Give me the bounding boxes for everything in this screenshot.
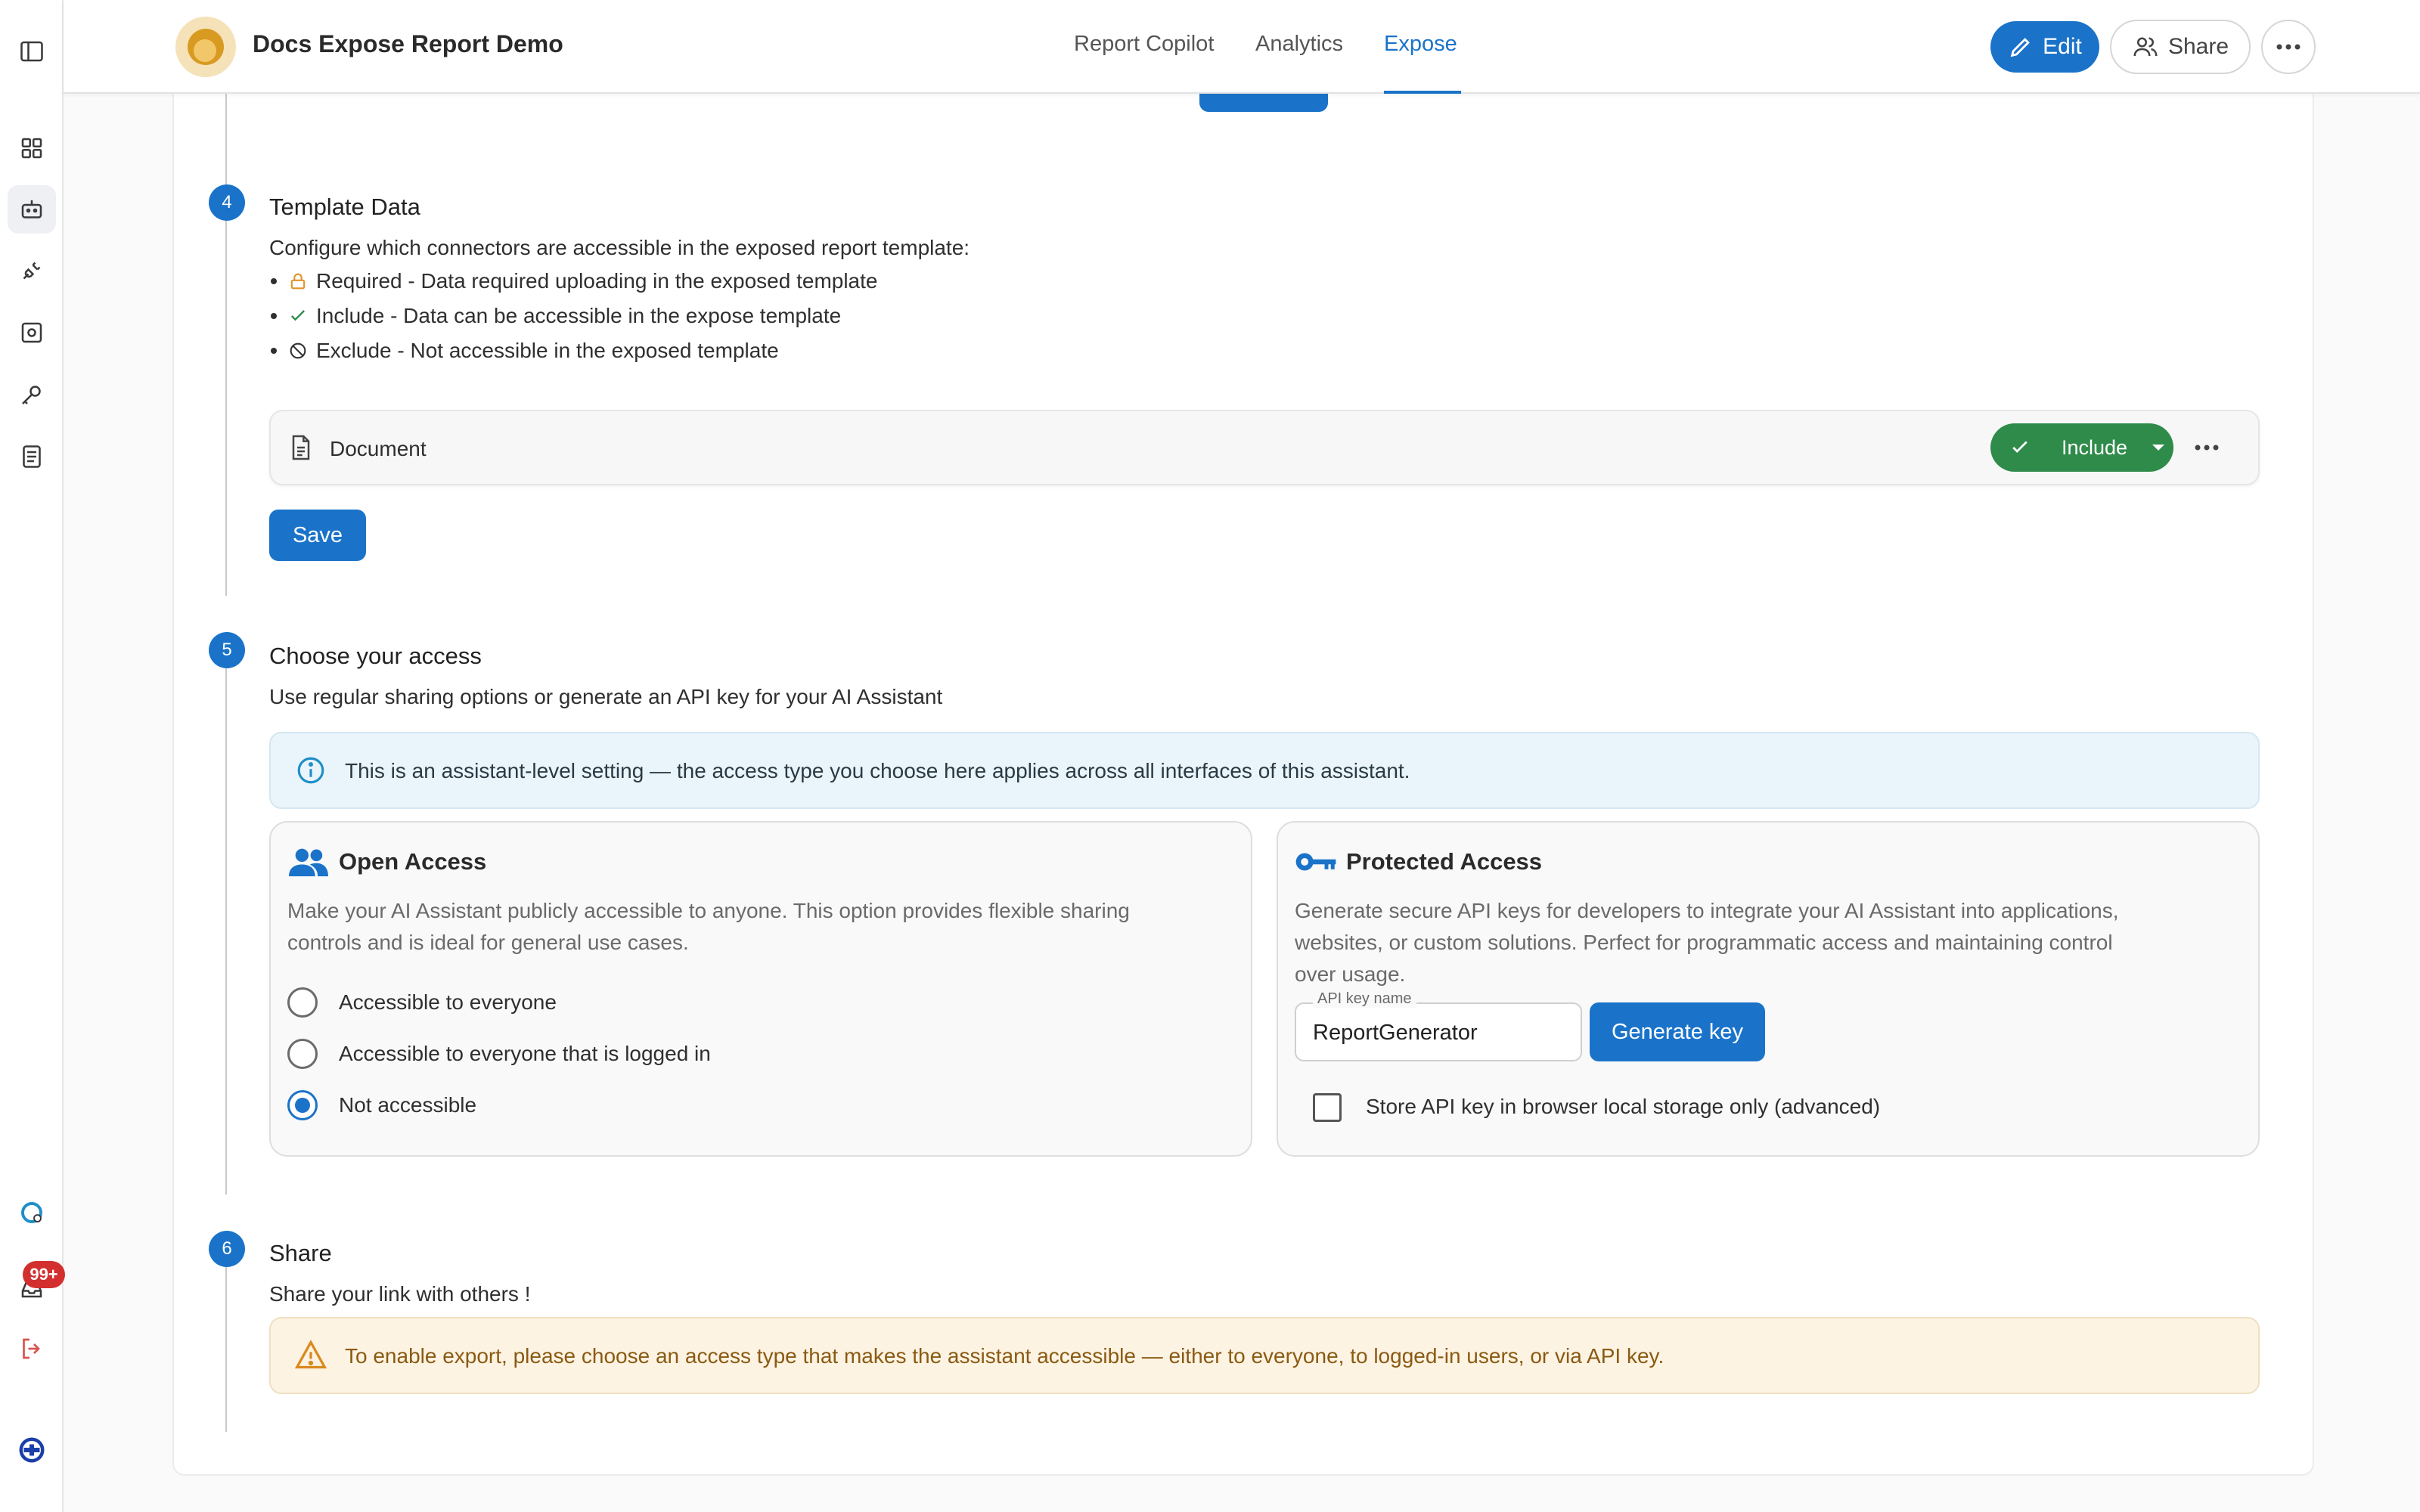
edit-button[interactable] (1990, 21, 2099, 73)
assistant-logo-icon[interactable] (8, 1188, 56, 1237)
step-number-5: 5 (209, 632, 245, 668)
app-logo (175, 17, 236, 77)
save-button[interactable]: Save (269, 510, 366, 561)
template-data-title: Template Data (269, 194, 420, 220)
open-access-description-line1: Make your AI Assistant publicly accessible to anyone. This option provides flexible sharing (287, 899, 1130, 922)
bullet-exclude (271, 339, 779, 363)
info-icon (295, 754, 327, 786)
tab-report-copilot[interactable]: Report Copilot (1074, 32, 1215, 56)
plug-icon[interactable] (8, 246, 56, 295)
lock-icon (287, 271, 309, 292)
connector-more-button[interactable] (2192, 437, 2222, 458)
stepper-line (225, 94, 227, 596)
check-icon (287, 305, 309, 327)
api-key-name-label: API key name (1313, 990, 1416, 1008)
protected-access-description-line3: over usage. (1295, 962, 1406, 986)
check-icon (2009, 436, 2031, 459)
open-access-title: Open Access (339, 848, 487, 875)
step-number-4: 4 (209, 184, 245, 221)
open-access-description-line2: controls and is ideal for general use cases. (287, 931, 689, 954)
notebook-icon[interactable] (8, 432, 56, 481)
radio-accessible-everyone[interactable] (287, 987, 557, 1018)
radio-label: Accessible to everyone that is logged in (339, 1042, 711, 1065)
radio-button-selected[interactable] (287, 1090, 318, 1120)
active-tab-indicator (1384, 91, 1461, 94)
user-avatar[interactable] (8, 1426, 56, 1474)
share-title: Share (269, 1240, 332, 1266)
bullet-exclude-text: Exclude - Not accessible in the exposed template (316, 339, 779, 362)
template-data-description: Configure which connectors are accessible in the exposed report template: (269, 236, 970, 259)
warning-icon (293, 1338, 328, 1371)
store-local-checkbox[interactable] (1313, 1093, 1342, 1122)
connector-access-dropdown[interactable] (1990, 423, 2173, 472)
stepper-line (225, 1267, 227, 1432)
access-description: Use regular sharing options or generate an API key for your AI Assistant (269, 685, 943, 708)
scan-icon[interactable] (8, 308, 56, 357)
stepper-line (225, 668, 227, 1194)
radio-button[interactable] (287, 987, 318, 1018)
tab-expose[interactable]: Expose (1384, 32, 1457, 56)
key-icon (1295, 850, 1337, 874)
share-button[interactable] (2110, 20, 2251, 74)
warning-banner-text: To enable export, please choose an access type that makes the assistant accessible — either to everyone, to logged-in users, or via API key. (345, 1344, 1665, 1368)
radio-button[interactable] (287, 1039, 318, 1069)
edit-button-label: Edit (2043, 34, 2082, 59)
notification-badge: 99+ (23, 1261, 65, 1288)
access-title: Choose your access (269, 643, 482, 669)
store-local-label: Store API key in browser local storage only (advanced) (1366, 1095, 1881, 1118)
radio-label: Accessible to everyone (339, 990, 557, 1014)
app-title: Docs Expose Report Demo (253, 30, 563, 57)
api-key-name-value[interactable]: ReportGenerator (1313, 1021, 1478, 1045)
radio-accessible-logged-in[interactable] (287, 1039, 711, 1069)
ban-icon (287, 340, 309, 361)
bullet-required-text: Required - Data required uploading in the exposed template (316, 269, 878, 293)
left-rail (0, 0, 64, 1512)
caret-down-icon (2150, 442, 2167, 453)
step-number-6: 6 (209, 1231, 245, 1267)
protected-access-description-line2: websites, or custom solutions. Perfect for programmatic access and maintaining control (1295, 931, 2113, 954)
logout-icon[interactable] (8, 1325, 56, 1373)
users-icon (289, 847, 328, 877)
connector-row-document (269, 410, 2260, 485)
connector-name: Document (330, 437, 427, 460)
more-horizontal-icon (2275, 43, 2302, 51)
protected-access-title: Protected Access (1346, 848, 1543, 875)
connector-access-label: Include (2062, 435, 2128, 459)
sidebar-toggle-icon[interactable] (8, 27, 56, 76)
protected-access-description-line1: Generate secure API keys for developers to integrate your AI Assistant into applications, (1295, 899, 2119, 922)
share-description: Share your link with others ! (269, 1282, 531, 1306)
top-header (64, 0, 2420, 94)
more-horizontal-icon (2194, 444, 2220, 451)
generate-key-button[interactable]: Generate key (1590, 1002, 1765, 1061)
key-icon[interactable] (8, 370, 56, 419)
radio-not-accessible[interactable] (287, 1090, 476, 1120)
document-icon (286, 431, 316, 464)
grid-icon[interactable] (8, 124, 56, 172)
users-icon (2132, 33, 2159, 60)
info-banner-text: This is an assistant-level setting — the access type you choose here applies across all interfaces of this assistant. (345, 759, 1410, 782)
bullet-include (271, 304, 841, 328)
bullet-include-text: Include - Data can be accessible in the expose template (316, 304, 842, 327)
share-button-label: Share (2167, 34, 2229, 59)
robot-icon[interactable] (8, 185, 56, 234)
radio-label: Not accessible (339, 1093, 477, 1117)
bullet-required (271, 269, 877, 293)
pencil-icon (2008, 34, 2034, 60)
more-options-button[interactable] (2261, 20, 2316, 74)
tab-analytics[interactable]: Analytics (1255, 32, 1344, 56)
